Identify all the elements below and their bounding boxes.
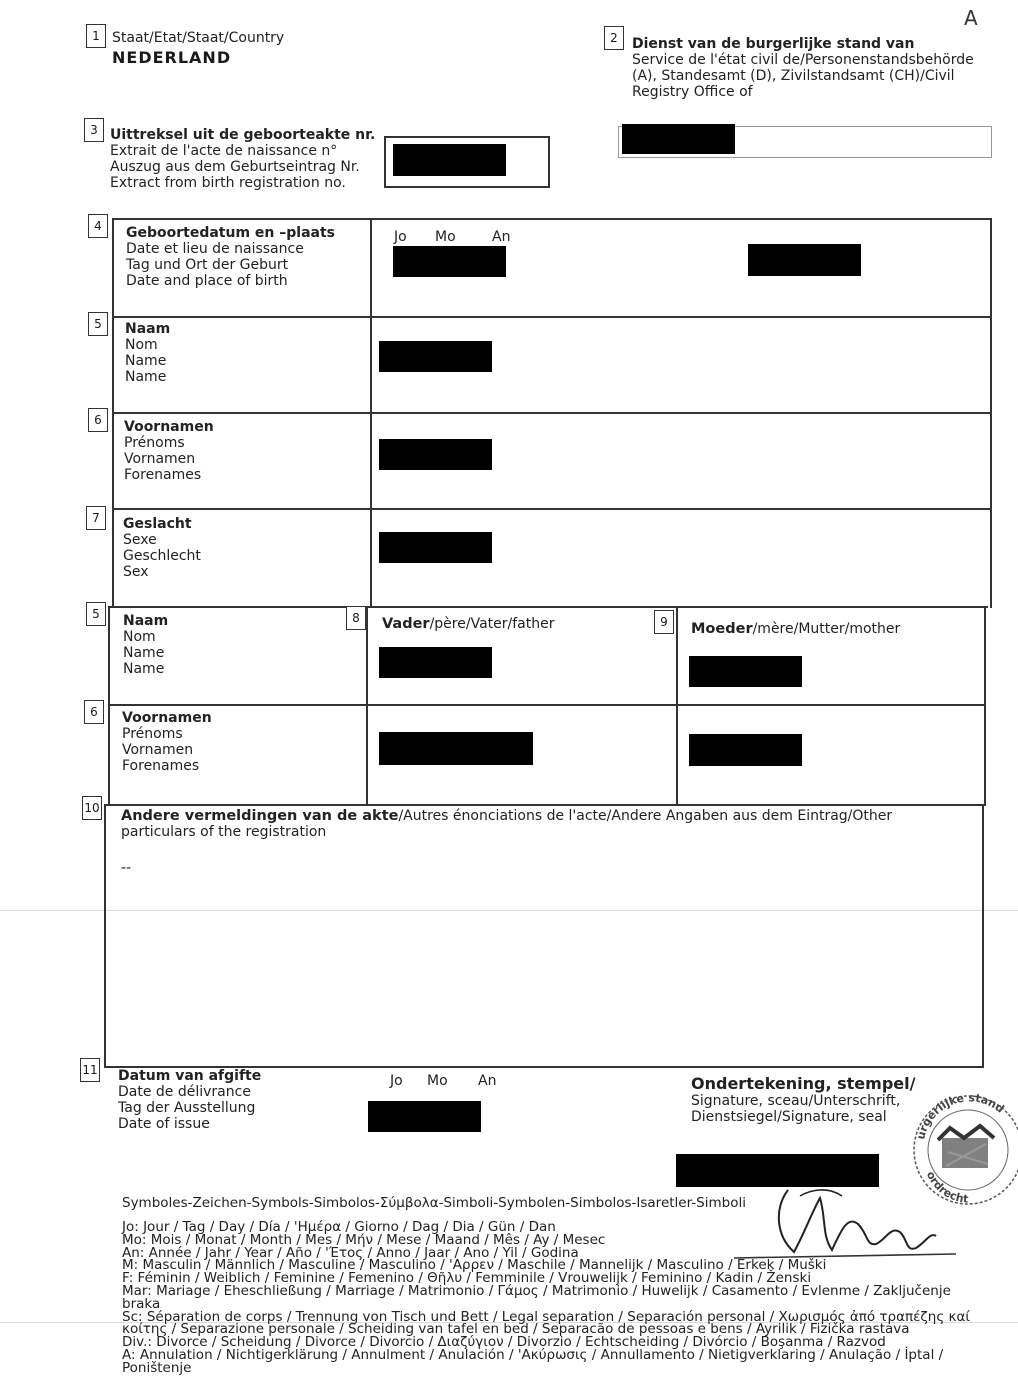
forenames-label (124, 419, 214, 483)
grid-line (108, 606, 988, 608)
name-label (125, 321, 170, 385)
parent-forenames-line: Forenames (122, 758, 200, 774)
parent-name-title: Naam (123, 613, 169, 629)
parent-forenames-title: Voornamen (122, 710, 212, 726)
extract-label (110, 127, 375, 191)
legend-list (122, 1221, 970, 1375)
grid-line (112, 508, 990, 510)
date-head-day: Jo (394, 229, 407, 245)
birth-date-place-line: Date and place of birth (126, 273, 288, 289)
country-label: Staat/Etat/Staat/Country (112, 30, 285, 46)
birth-date-place-title: Geboortedatum en –plaats (126, 225, 336, 241)
forenames-title: Voornamen (124, 419, 214, 435)
parent-name-line: Name (123, 645, 165, 661)
name-title: Naam (125, 321, 171, 337)
registry-office-title: Dienst van de burgerlijke stand van (632, 36, 915, 52)
extract-line: Auszug aus dem Geburtseintrag Nr. (110, 159, 360, 175)
other-particulars-line: particulars of the registration (121, 824, 327, 840)
date-head-year: An (478, 1073, 497, 1089)
redaction (622, 124, 735, 154)
birth-date-place-line: Date et lieu de naissance (126, 241, 304, 257)
parent-forenames-line: Vornamen (122, 742, 194, 758)
date-head-year: An (492, 229, 511, 245)
field-number: 1 (86, 24, 106, 48)
sex-line: Geschlecht (123, 548, 201, 564)
signature-label (691, 1075, 915, 1125)
redaction (689, 656, 802, 687)
grid-line (112, 412, 990, 414)
legend-line: Mar: Mariage / Eheschließung / Marriage / Matrimonio / Γάμος / Matrimonio / Huwelijk / Casamento / Evlenme / Zaključenje (122, 1282, 951, 1299)
mother-label (691, 621, 900, 637)
legend-line: braka (122, 1295, 161, 1312)
date-head-month: Mo (427, 1073, 448, 1089)
sex-title: Geslacht (123, 516, 192, 532)
field-number: 5 (86, 602, 106, 626)
redaction (379, 732, 533, 765)
signature-title: Ondertekening, stempel/ (691, 1074, 916, 1093)
registry-office-line: Service de l'état civil de/Personenstandsbehörde (632, 52, 974, 68)
redaction (379, 532, 492, 563)
parent-forenames-line: Prénoms (122, 726, 183, 742)
signature-line: Dienstsiegel/Signature, seal (691, 1109, 887, 1125)
other-particulars-rest: /Autres énonciations de l'acte/Andere Angaben aus dem Eintrag/Other (398, 808, 893, 824)
legend-line: M: Masculin / Männlich / Masculine / Masculino / 'Αρρεν / Maschile / Mannelijk / Masculino / Erkek / Muški (122, 1257, 827, 1274)
field-number: 6 (88, 408, 108, 432)
extract-title: Uittreksel uit de geboorteakte nr. (110, 127, 376, 143)
country-value: NEDERLAND (112, 48, 232, 67)
grid-line (984, 606, 986, 806)
legend-line: Jo: Jour / Tag / Day / Día / 'Ημέρα / Giorno / Dag / Dia / Gün / Dan (122, 1219, 556, 1235)
grid-line (112, 316, 990, 318)
extract-line: Extract from birth registration no. (110, 175, 346, 191)
other-particulars-title: Andere vermeldingen van de akte (121, 808, 399, 824)
forenames-line: Vornamen (124, 451, 196, 467)
mother-title: Moeder (691, 621, 753, 637)
corner-letter: A (964, 6, 978, 30)
forenames-line: Prénoms (124, 435, 185, 451)
grid-line (370, 218, 372, 608)
field-number: 3 (84, 118, 104, 142)
father-rest: /père/Vater/father (429, 616, 555, 632)
name-line: Nom (125, 337, 158, 353)
field-number: 8 (346, 606, 366, 630)
other-particulars-label (121, 808, 971, 840)
grid-line (108, 606, 110, 806)
birth-date-place-line: Tag und Ort der Geburt (126, 257, 289, 273)
redaction (379, 647, 492, 678)
redaction (393, 144, 506, 176)
grid-line (676, 606, 678, 806)
sex-line: Sexe (123, 532, 157, 548)
redaction (393, 246, 506, 277)
redaction (379, 439, 492, 470)
field-number: 7 (86, 506, 106, 530)
date-head-month: Mo (435, 229, 456, 245)
sex-line: Sex (123, 564, 149, 580)
birth-date-place-label (126, 225, 335, 289)
registry-office-line: Registry Office of (632, 84, 753, 100)
legend-title: Symboles-Zeichen-Symbols-Simbolos-Σύμβολα-Simboli-Symbolen-Simbolos-Isaretler-Simboli (122, 1195, 746, 1211)
extract-line: Extrait de l'acte de naissance n° (110, 143, 338, 159)
grid-line (112, 218, 990, 220)
mother-rest: /mère/Mutter/mother (752, 621, 901, 637)
legend-line: Mo: Mois / Monat / Month / Mes / Μήν / Mese / Maand / Mês / Ay / Mesec (122, 1231, 606, 1248)
father-label (382, 616, 554, 632)
field-number: 10 (82, 796, 102, 820)
forenames-line: Forenames (124, 467, 202, 483)
date-of-issue-line: Tag der Ausstellung (118, 1100, 256, 1116)
field-number: 2 (604, 26, 624, 50)
other-particulars-box (104, 804, 984, 1068)
registry-office-line: (A), Standesamt (D), Zivilstandsamt (CH)/Civil (632, 68, 955, 84)
legend-line: Div.: Divorce / Scheidung / Divorce / Divorcio / Διαζύγιον / Divorzio / Echtscheiding / Divórcio / Boşanma / Razvod (122, 1334, 886, 1351)
redaction (748, 244, 861, 276)
date-of-issue-title: Datum van afgifte (118, 1068, 262, 1084)
field-number: 9 (654, 610, 674, 634)
redaction (379, 341, 492, 372)
legend-line: Poništenje (122, 1359, 192, 1376)
sex-label (123, 516, 201, 580)
field-number: 6 (84, 700, 104, 724)
date-of-issue-line: Date of issue (118, 1116, 210, 1132)
registry-office-label (632, 36, 974, 100)
name-line: Name (125, 369, 167, 385)
redaction (368, 1101, 481, 1132)
parent-name-line: Nom (123, 629, 156, 645)
other-particulars-value: -- (121, 860, 132, 876)
parent-name-line: Name (123, 661, 165, 677)
legend-line: κοίτης / Separazione personale / Scheiding van tafel en bed / Separacão de pessoas e bens / Ayrilik / Fizička rastava (122, 1321, 910, 1338)
field-number: 11 (80, 1058, 100, 1082)
date-head-day: Jo (390, 1073, 403, 1089)
stamp-top-text: urgerlijke stand (914, 1091, 1007, 1141)
date-of-issue-label (118, 1068, 261, 1132)
name-line: Name (125, 353, 167, 369)
signature-line: Signature, sceau/Unterschrift, (691, 1093, 901, 1109)
legend-line: A: Annulation / Nichtigerklärung / Annulment / Anulación / 'Ακύρωσις / Annullamento / Nietigverklaring / Anulação / İptal / (122, 1346, 944, 1363)
legend-line: F: Féminin / Weiblich / Feminine / Femenino / Θῆλυ / Femminile / Vrouwelijk / Feminino / Kadin / Ženski (122, 1270, 812, 1287)
field-number: 4 (88, 214, 108, 238)
stamp-bottom-text: ordrecht (923, 1169, 969, 1206)
grid-line (366, 606, 368, 806)
date-of-issue-line: Date de délivrance (118, 1084, 251, 1100)
grid-line (108, 704, 986, 706)
legend-line: An: Année / Jahr / Year / Año / 'Έτος / Anno / Jaar / Ano / Yil / Godina (122, 1244, 579, 1261)
parent-forenames-label (122, 710, 212, 774)
stamp-emblem (938, 1126, 994, 1168)
legend-line: Sc: Séparation de corps / Trennung von Tisch und Bett / Legal separation / Separación personal / Χωρισμός ἀπό τραπέζης καί (122, 1308, 970, 1325)
father-title: Vader (382, 616, 430, 632)
redaction (689, 734, 802, 766)
field-number: 5 (88, 312, 108, 336)
parent-name-label (123, 613, 168, 677)
